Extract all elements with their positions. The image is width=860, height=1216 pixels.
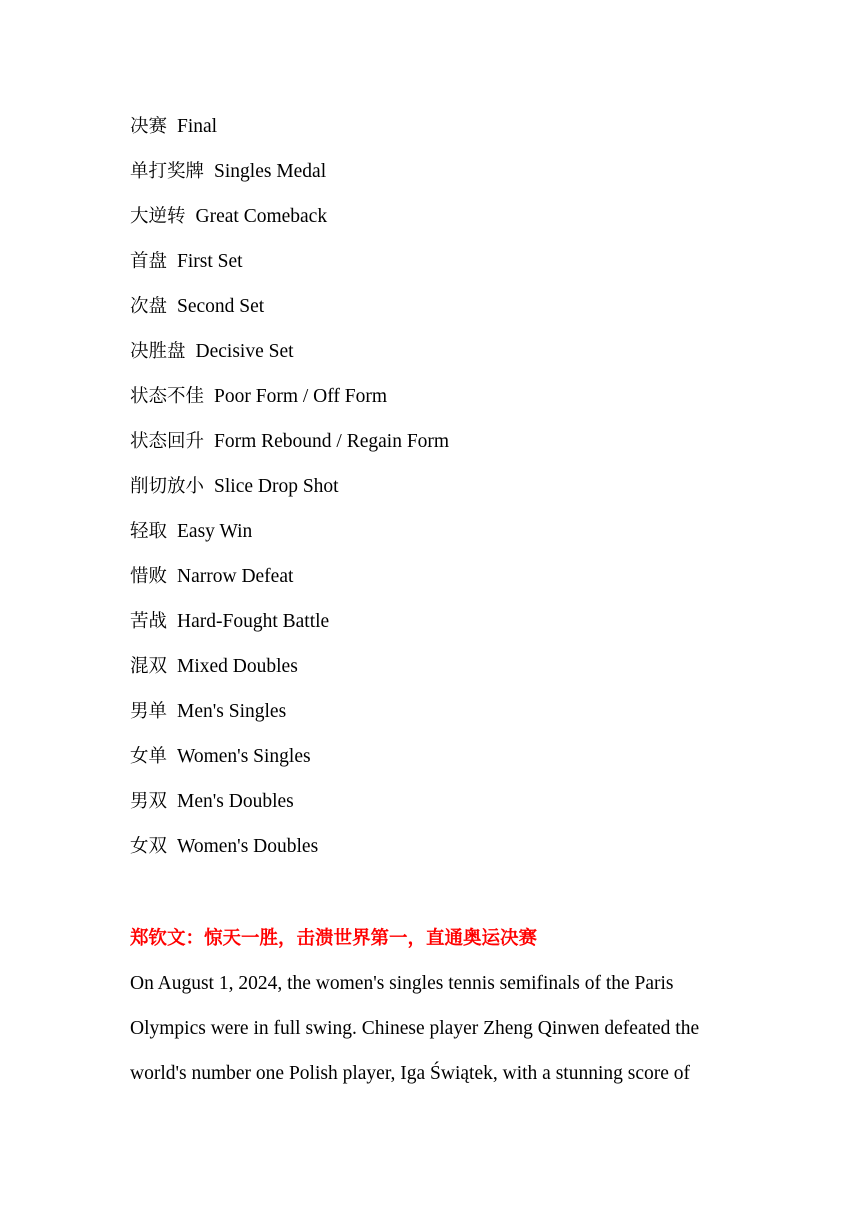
vocab-english: Narrow Defeat bbox=[177, 566, 294, 587]
vocab-english: Singles Medal bbox=[214, 161, 327, 182]
vocab-chinese: 男双 bbox=[130, 791, 168, 812]
vocab-english: Final bbox=[177, 116, 218, 137]
vocab-item bbox=[130, 740, 449, 785]
vocab-item bbox=[130, 200, 449, 245]
vocab-english: Women's Doubles bbox=[177, 836, 319, 857]
vocab-english: Mixed Doubles bbox=[177, 656, 298, 677]
vocab-item bbox=[130, 335, 449, 380]
vocab-chinese: 决赛 bbox=[130, 116, 168, 137]
vocab-chinese: 削切放小 bbox=[130, 476, 205, 497]
vocab-english: Easy Win bbox=[177, 521, 253, 542]
vocab-item bbox=[130, 560, 449, 605]
article-body-line: Olympics were in full swing. Chinese player Zheng Qinwen defeated the bbox=[130, 1018, 700, 1039]
vocab-item bbox=[130, 425, 449, 470]
vocab-item bbox=[130, 515, 449, 560]
vocab-item bbox=[130, 830, 449, 875]
article-body-line: world's number one Polish player, Iga Świątek, with a stunning score of bbox=[130, 1063, 691, 1084]
vocab-chinese: 状态回升 bbox=[130, 431, 205, 452]
vocab-chinese: 状态不佳 bbox=[130, 386, 205, 407]
vocab-chinese: 女单 bbox=[130, 746, 168, 767]
vocab-english: Hard-Fought Battle bbox=[177, 611, 330, 632]
vocab-english: Great Comeback bbox=[195, 206, 328, 227]
vocab-english: Men's Doubles bbox=[177, 791, 294, 812]
vocab-chinese: 大逆转 bbox=[130, 206, 186, 227]
vocab-item bbox=[130, 110, 449, 155]
vocab-chinese: 决胜盘 bbox=[130, 341, 186, 362]
vocab-english: Women's Singles bbox=[177, 746, 311, 767]
vocab-chinese: 惜败 bbox=[130, 566, 168, 587]
vocab-english: Poor Form / Off Form bbox=[214, 386, 388, 407]
vocab-chinese: 单打奖牌 bbox=[130, 161, 205, 182]
article-title: 郑钦文：惊天一胜，击溃世界第一，直通奥运决赛 bbox=[130, 928, 538, 949]
vocab-english: First Set bbox=[177, 251, 243, 272]
vocab-item bbox=[130, 785, 449, 830]
vocab-english: Decisive Set bbox=[195, 341, 294, 362]
vocab-item bbox=[130, 290, 449, 335]
vocab-chinese: 首盘 bbox=[130, 251, 168, 272]
vocab-chinese: 次盘 bbox=[130, 296, 168, 317]
article-body-line: On August 1, 2024, the women's singles tennis semifinals of the Paris bbox=[130, 973, 674, 994]
vocabulary-list bbox=[130, 110, 449, 875]
vocab-english: Men's Singles bbox=[177, 701, 287, 722]
vocab-chinese: 女双 bbox=[130, 836, 168, 857]
vocab-item bbox=[130, 155, 449, 200]
vocab-item bbox=[130, 470, 449, 515]
vocab-chinese: 轻取 bbox=[130, 521, 168, 542]
vocab-english: Form Rebound / Regain Form bbox=[214, 431, 450, 452]
vocab-chinese: 苦战 bbox=[130, 611, 168, 632]
article-body bbox=[130, 967, 730, 1102]
vocab-english: Second Set bbox=[177, 296, 265, 317]
vocab-item bbox=[130, 650, 449, 695]
vocab-item bbox=[130, 695, 449, 740]
vocab-item bbox=[130, 380, 449, 425]
vocab-chinese: 混双 bbox=[130, 656, 168, 677]
vocab-chinese: 男单 bbox=[130, 701, 168, 722]
vocab-english: Slice Drop Shot bbox=[214, 476, 339, 497]
vocab-item bbox=[130, 605, 449, 650]
vocab-item bbox=[130, 245, 449, 290]
